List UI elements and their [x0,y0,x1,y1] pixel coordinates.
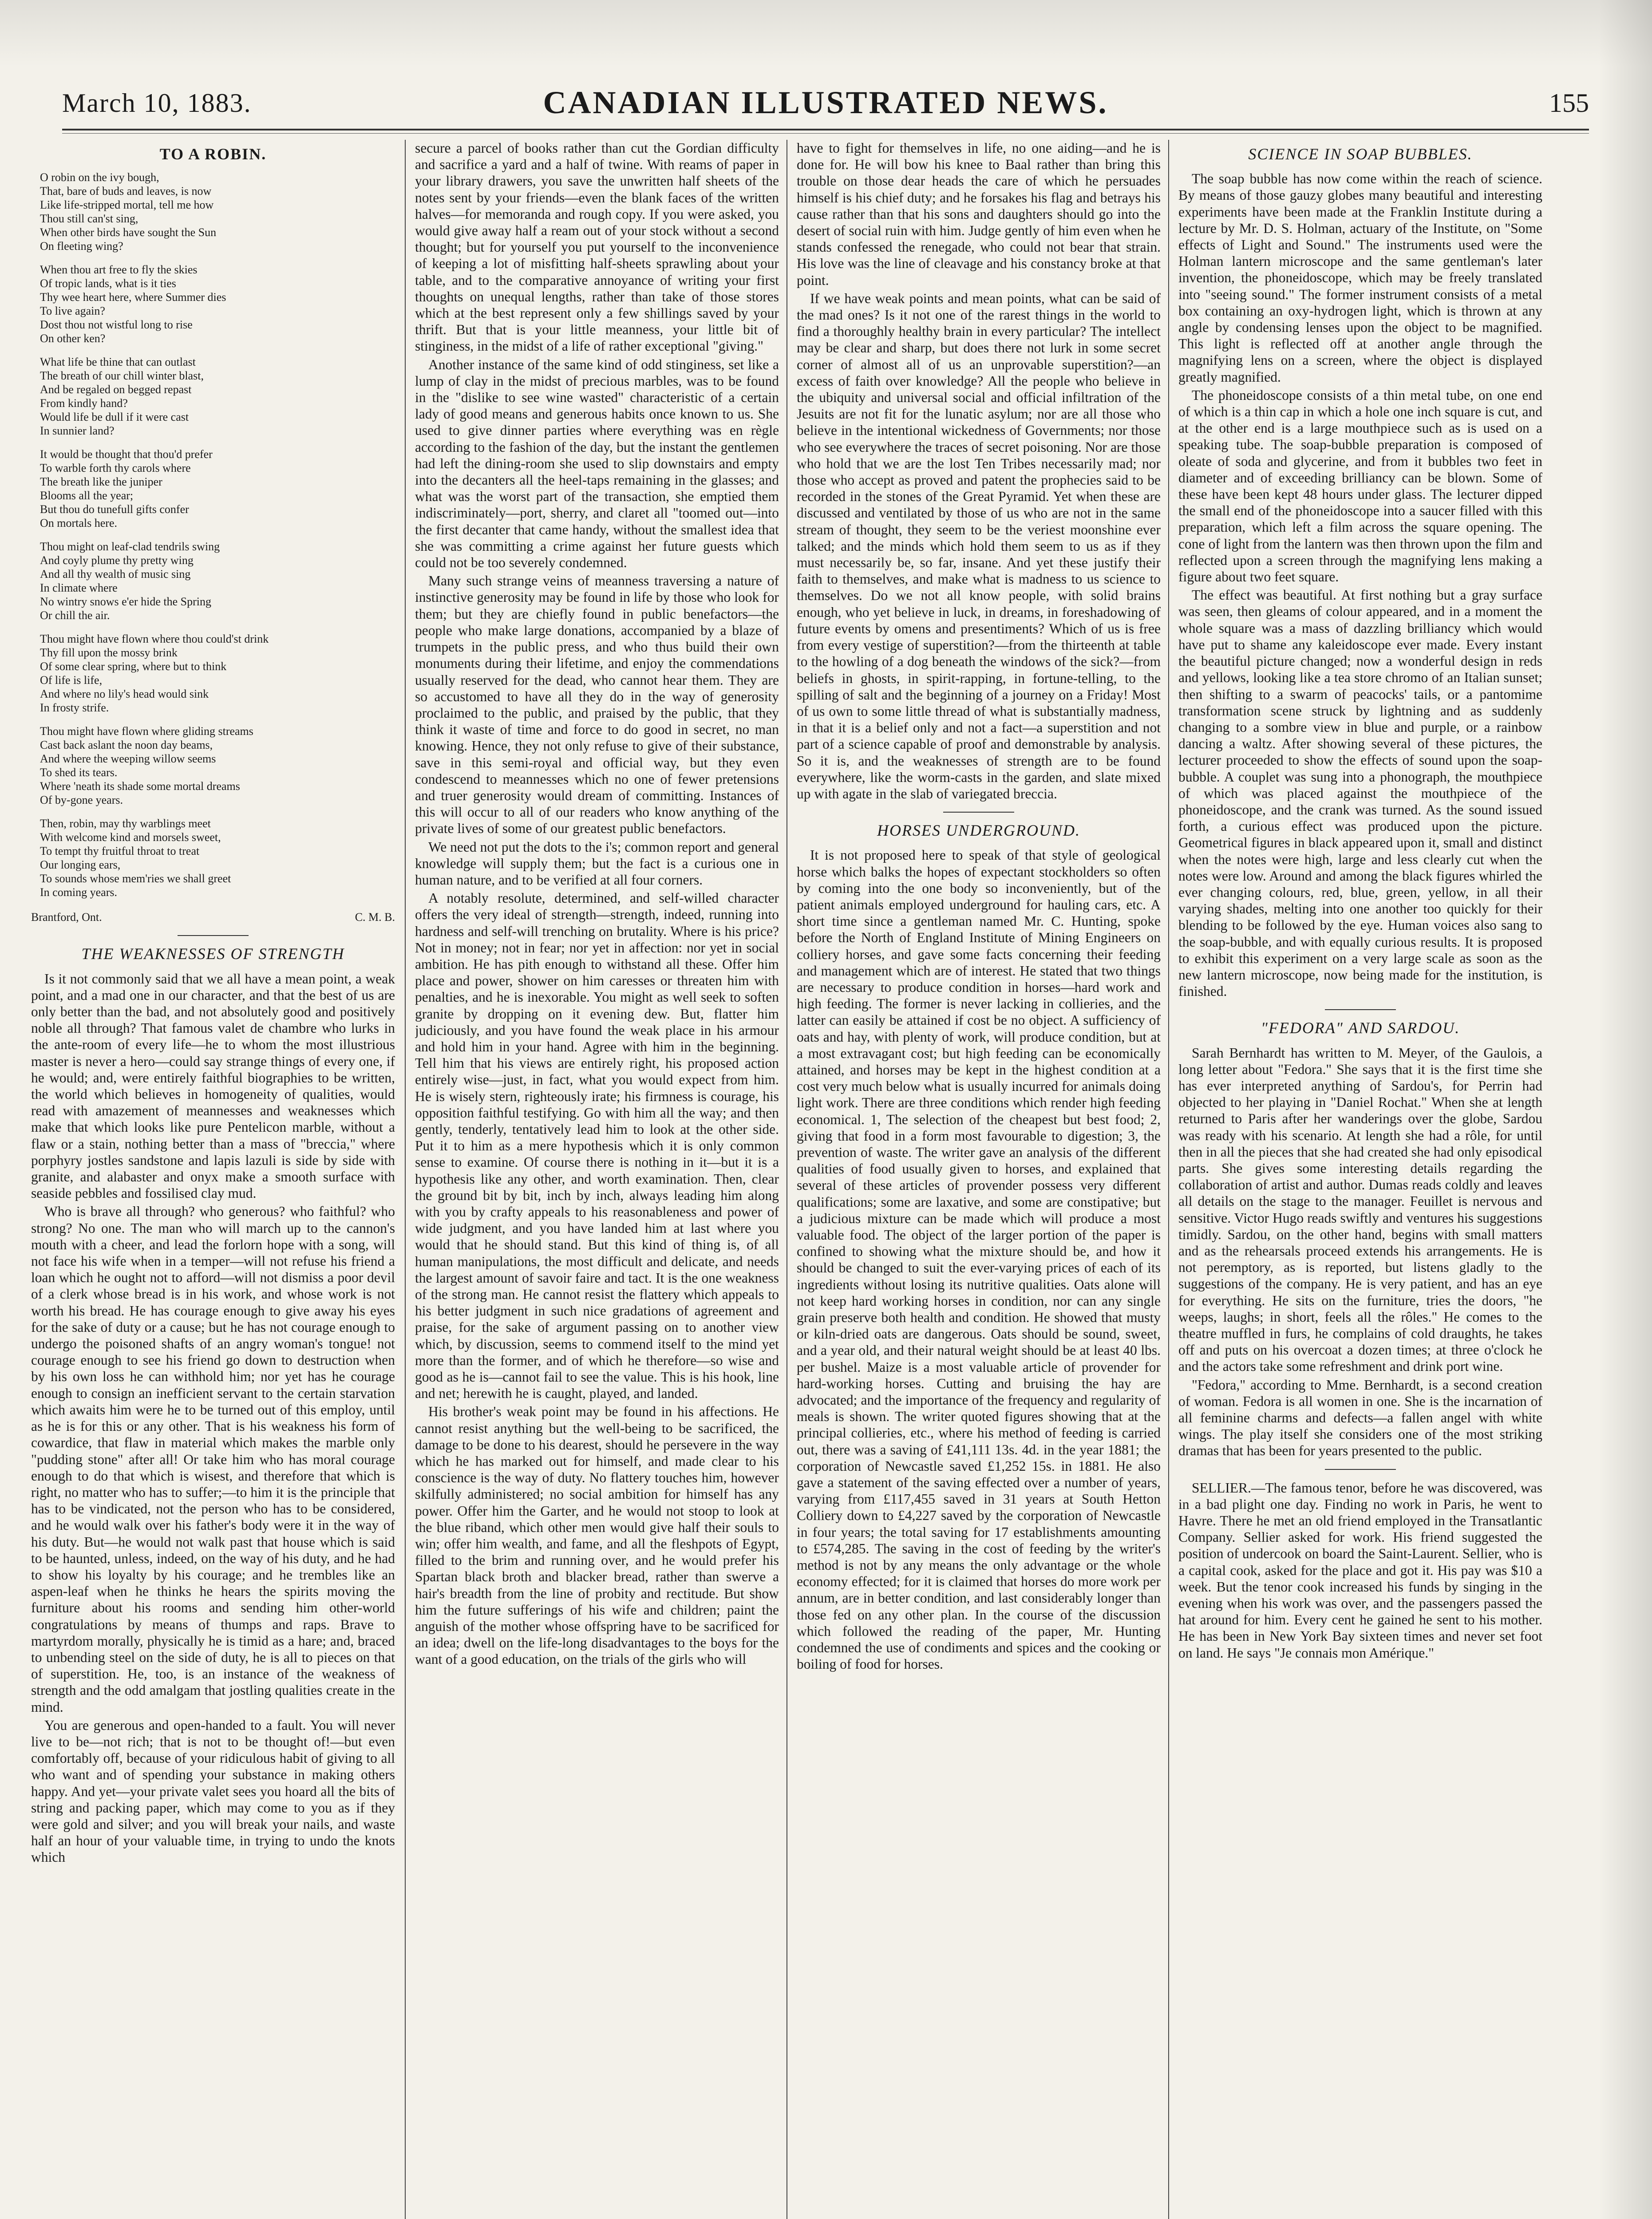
article-paragraph: The effect was beautiful. At first nothing but a gray surface was seen, then gleams of colour appeared, and in a moment the whole square was a mass of dazzling brilliancy which would have put to shame any kaleidoscope ever made. Every instant the beautiful picture changed; now a wonderful design in reds and yellows, looking like a tea store chromo of an Italian sunset; then shifting to a swarm of peacocks' tails, or a pantomime transformation scene struck by lightning and as suddenly changing to a sombre view in blue and purple, or a rainbow dancing a waltz. After showing several of these pictures, the lecturer proceeded to show the effects of sound upon the soap-bubble. A couplet was sung into a phonograph, the mouthpiece of which was placed against the mouthpiece of the phoneidoscope, and the crank was turned. As the sound issued forth, a curious effect was produced upon the picture. Geometrical figures in black appeared upon it, small and distinct when the notes were high, large and less clearly cut when the notes were low. Around and among the black figures whirled the ever changing colours, red, blue, green, yellow, in all their varying shades, melting into one another too quickly for their blending to be followed by the eye. Human voices also sang to the soap-bubble, and with equally curious results. It is proposed to exhibit this experiment on a very large scale as soon as the new lantern microscope, now being made for the institution, is finished. [1178,587,1542,999]
poem-stanza: When thou art free to fly the skies Of tropic lands, what is it ties Thy wee heart here, where Summer dies To live again? Dost thou not wistful long to rise On other ken? [40,263,226,345]
section-rule [1325,1469,1396,1470]
poem-stanza: O robin on the ivy bough, That, bare of buds and leaves, is now Like life-stripped mortal, tell me how Thou still can'st sing, When other birds have sought the Sun On fleeting wing? [40,171,217,253]
poem-stanza: Thou might have flown where thou could'st drink Thy fill upon the mossy brink Of some clear spring, where but to think Of life is life, And where no lily's head would sink In frosty strife. [40,632,269,715]
article-paragraph: "Fedora," according to Mme. Bernhardt, is a second creation of woman. Fedora is all women in one. She is the incarnation of all feminine charms and defects—a fallen angel with white wings. The play itself she considers one of the most striking dramas that has been for years presented to the public. [1178,1377,1542,1459]
article-paragraph: If we have weak points and mean points, what can be said of the mad ones? Is it not one of the rarest things in the world to find a thoroughly healthy brain in every particular? The intellect may be clear and sharp, but does there not lurk in some secret corner of almost all of us an unprovable superstition?—an excess of faith over knowledge? All the people who believe in the ubiquity and universal social and official infiltration of the Jesuits are not fit for the lunatic asylum; nor are all those who believe in the intentional wickedness of Governments; nor those who see everywhere the traces of secret poisoning. Nor are those who hold that we are the lost Ten Tribes necessarily mad; nor those who accept as proved and patent the prophecies said to be recorded in the stones of the Great Pyramid. Yet when these are discussed and ventilated by those of us who are not in the same stream of thought, they seem to be the veriest moonshine ever talked; and the minds which hold them seem to us as if they must necessarily be, so far, insane. And yet these justify their faith to themselves, and make what is madness to us science to themselves. Do we not all know people, with solid brains enough, who yet believe in luck, in dreams, in foreshadowing of future events by omens and presentiments? Which of us is free from every vestige of superstition?—from the thirteenth at table to the howling of a dog beneath the windows of the sick?—from beliefs in ghosts, in spirit-rapping, in fortune-telling, to the spilling of salt and the beginning of a journey on a Friday! Most of us own to some little thread of what is substantially madness, in that it is a belief only and not a fact—a superstition and not part of a science capable of proof and demonstrable by analysis. So it is, and the weaknesses of strength are to be found everywhere, like the worm-casts in the garden, and slate mixed up with agate in the slab of variegated breccia. [797,290,1161,802]
section-rule [178,935,249,936]
poem-stanza: Then, robin, may thy warblings meet With welcome kind and morsels sweet, To tempt thy fruitful throat to treat Our longing ears, To sounds whose mem'ries we shall greet In coming years. [40,817,231,899]
article-title: "FEDORA" AND SARDOU. [1261,1019,1460,1037]
article-paragraph: SELLIER.—The famous tenor, before he was discovered, was in a bad plight one day. Finding no work in Paris, he went to Havre. There he met an old friend employed in the Transatlantic Company. Sellier asked for work. His friend suggested the position of undercook on board the Saint-Laurent. Sellier, who is a capital cook, asked for the place and got it. His pay was $10 a week. But the tenor cook increased his funds by singing in the evening when his work was over, and the passengers passed the hat around for him. Every cent he gained he sent to his mother. He has been in New York Bay sixteen times and never set foot on land. He says "Je connais mon Amérique." [1178,1480,1542,1661]
article-paragraph: The soap bubble has now come within the reach of science. By means of those gauzy globes many beautiful and interesting experiments have been made at the Franklin Institute during a lecture by Mr. D. S. Holman, actuary of the Institute, on "Some effects of Light and Sound." The instruments used were the Holman lantern microscope and the same gentleman's later invention, the phoneidoscope, which may be freely translated into "seeing sound." The former instrument consists of a metal box containing an oxy-hydrogen light, which is thrown at any angle by condensing lenses upon the object to be magnified. This light is reflected off at another angle through the magnifying lens on a screen, where the object is displayed greatly magnified. [1178,171,1542,385]
signature-initials: C. M. B. [355,911,395,924]
masthead-rule-thin [62,133,1589,134]
article-paragraph: It is not proposed here to speak of that style of geological horse which balks the hopes of expectant stockholders so often by coming into the one body so inconveniently, but of the patient animals employed underground for hauling cars, etc. A short time since a gentleman named Mr. C. Hunting, spoke before the North of England Institute of Mining Engineers on colliery horses, and gave some facts concerning their feeding and management which are of interest. He stated that two things are necessary to produce condition in horses—hard work and high feeding. The former is never lacking in collieries, and the latter can easily be attained if cost be no object. A sufficiency of oats and hay, with plenty of work, will produce condition, but at a most extravagant cost; but high feeding can be economically attained, and horses may be kept in the highest condition at a cost very much below what is usually incurred for animals doing light work. There are three conditions which render high feeding economical. 1, The selection of the cheapest but best food; 2, giving that food in a form most favourable to digestion; 3, the prevention of waste. The writer gave an analysis of the different qualities of food usually given to horses, and explained that several of these articles of provender possess very different qualifications; some are laxative, and some are constipative; but a judicious mixture can be made which will produce a most valuable food. The object of the larger portion of the paper is confined to showing what the mixture should be, and how it should be changed to suit the ever-varying prices of each of its ingredients without losing its nutritive qualities. Oats alone will not keep hard working horses in condition, nor can any single grain preserve both health and condition. He showed that musty or kiln-dried oats are dangerous. Oats should be sound, sweet, and a year old, and their natural weight should be at least 40 lbs. per bushel. Maize is a most valuable article of provender for hard-working horses. Cutting and bruising the hay are advocated; and the importance of the frequency and regularity of meals is shown. The writer quoted figures showing that at the principal collieries, etc., where his method of feeding is carried out, there was a saving of £41,111 13s. 4d. in the year 1881; the corporation of Newcastle saved £1,252 15s. in 1881. He also gave a statement of the saving effected over a number of years, varying from £117,455 saved in 31 years at South Hetton Colliery down to £4,227 saved by the corporation of Newcastle in four years; the total saving for 17 establishments amounting to £574,285. The saving in the cost of feeding by the writer's method is not by any means the only advantage or the whole economy effected; for it is claimed that horses do more work per annum, are in better condition, and last considerably longer than those fed on any other plan. In the course of the discussion which followed the reading of the paper, Mr. Hunting condemned the use of condiments and spices and the cooking or boiling of food for horses. [797,847,1161,1672]
column-divider [1168,140,1169,2219]
poem-stanza: What life be thine that can outlast The breath of our chill winter blast, And be regaled on begged repast From kindly hand? Would life be dull if it were cast In sunnier land? [40,355,204,438]
article-paragraph: Sarah Bernhardt has written to M. Meyer, of the Gaulois, a long letter about "Fedora." She says that it is the first time she has ever interpreted anything of Sardou's, for Perrin had objected to her playing in "Daniel Rochat." When she at length returned to Paris after her wanderings over the globe, Sardou was ready with his scenario. At length she had a rôle, for until then in all the pieces that she had created she had only episodical parts. She gives some interesting details regarding the collaboration of artist and author. Dumas reads coldly and leaves all details on the stage to the manager. Feuillet is nervous and sensitive. Victor Hugo reads swiftly and ventures his suggestions timidly. Sardou, on the other hand, begins with small matters and as the rehearsals proceed extends his arrangements. He is not peremptory, as is reported, but listens gladly to the suggestions of the company. He is very patient, and has an eye for everything. He sits on the furniture, tries the doors, "he weeps, laughs; in short, feels all the rôles." He comes to the theatre muffled in furs, he complains of cold draughts, he takes off and puts on his overcoat a dozen times; at three o'clock he and the actors take some refreshment and drink port wine. [1178,1045,1542,1374]
article-paragraph: The phoneidoscope consists of a thin metal tube, on one end of which is a thin cap in which a hole one inch square is cut, and at the other end is a large mouthpiece such as is used on a speaking tube. The soap-bubble preparation is composed of oleate of soda and glycerine, and from it bubbles two feet in diameter and of exceeding brilliancy can be blown. Some of these have been kept 48 hours under glass. The lecturer dipped the small end of the phoneidoscope into a saucer filled with this preparation, which left a film across the square opening. The cone of light from the lantern was then thrown upon the film and reflected upon a screen through the magnifying lens making a figure about two feet square. [1178,387,1542,585]
poem-stanza: Thou might on leaf-clad tendrils swing And coyly plume thy pretty wing And all thy wealth of music sing In climate where No wintry snows e'er hide the Spring Or chill the air. [40,540,220,622]
article-paragraph: We need not put the dots to the i's; common report and general knowledge will supply them; but the fact is a curious one in human nature, and to be verified at all four corners. [415,839,779,888]
masthead-date: March 10, 1883. [62,88,252,118]
column-divider [405,140,406,2219]
article-paragraph: Is it not commonly said that we all have a mean point, a weak point, and a mad one in our character, and that the best of us are only better than the bad, and not absolutely good and positively noble all through? That famous valet de chambre who lurks in the ante-room of every life—he to whom the most illustrious master is never a hero—could say strange things of every one, if he would; and, were entirely faithful biographies to be written, the world which believes in homogeneity of qualities, would read with amazement of meannesses and weaknesses which make that which looks like pure Pentelicon marble, without a flaw or a stain, nothing better than a mass of "breccia," where porphyry jostles sandstone and lapis lazuli is side by side with granite, and alabaster and onyx make a smooth surface with seaside pebbles and fossilised clay mud. [31,971,395,1201]
page-number: 155 [1549,88,1589,118]
masthead [62,80,1589,129]
section-rule [943,812,1014,813]
article-paragraph: secure a parcel of books rather than cut the Gordian difficulty and sacrifice a yard and a half of twine. With reams of paper in your library drawers, you save the unwritten half sheets of the notes sent by your friends—even the blank faces of the written halves—for memoranda and rough copy. If you were asked, you would give away half a ream out of your stock without a second thought; but for yourself you put yourself to the inconvenience of keeping a lot of misfitting half-sheets sprawling about your table, and to the comparative annoyance of writing your first thoughts on unequal lengths, rather than take of those stores which at the best represent only a few shillings saved by your thrift. But that is your little meanness, your little bit of stinginess, in the midst of a life of rather exceptional "giving." [415,140,779,354]
article-title: SCIENCE IN SOAP BUBBLES. [1248,145,1473,163]
poem-signature [31,909,395,925]
article-paragraph: His brother's weak point may be found in his affections. He cannot resist anything but the well-being to be sacrificed, the damage to be done to his dearest, should he persevere in the way which he has marked out for himself, and made clear to his conscience is the way of duty. No flattery touches him, however skilfully administered; no social ambition for himself has any power. Offer him the Garter, and he would not stoop to look at the blue riband, which other men would give half their souls to win; offer him wealth, and fame, and all the fleshpots of Egypt, filled to the brim and running over, and he would prefer his Spartan black broth and blacker bread, rather than swerve a hair's breadth from the line of probity and rectitude. But show him the future sufferings of his wife and children; paint the anguish of the mother whose offspring have to be sacrificed for an idea; dwell on the life-long disadvantages to the boys for the want of a good education, on the trials of the girls who will [415,1404,779,1667]
column-divider [786,140,787,2219]
article-title: HORSES UNDERGROUND. [877,821,1080,840]
poem-title: TO A ROBIN. [159,145,267,163]
poem-stanza: Thou might have flown where gliding streams Cast back aslant the noon day beams, And where the weeping willow seems To shed its tears. Where 'neath its shade some mortal dreams Of by-gone years. [40,725,253,807]
masthead-rule [62,129,1589,130]
column-1 [31,140,395,2219]
signature-place: Brantford, Ont. [31,911,102,924]
section-rule [1325,1009,1396,1010]
paper-stain-right [1599,0,1652,2219]
article-paragraph: Many such strange veins of meanness traversing a nature of instinctive generosity may be found in life by those who look for them; but they are chiefly found in public benefactors—the people who make large donations, accompanied by a blaze of trumpets in the public press, and who thus build their own monuments during their lifetime, and enjoy the commendations usually reserved for the dead, who cannot hear them. They are so accustomed to have all they do in the way of generosity proclaimed to the public, and praised by the public, that they think it waste of time and force to do good in secret, no man knowing. Hence, they not only refuse to give of their substance, save in this semi-royal and official way, but they even condescend to meannesses which no one of fewer pretensions and truer generosity would dream of committing. Instances of this will occur to all of our readers who know anything of the private lives of some of our greatest public benefactors. [415,573,779,837]
paper-stain-top [0,0,1652,67]
article-paragraph: have to fight for themselves in life, no one aiding—and he is done for. He will bow his knee to Baal rather than bring this trouble on those dear heads the care of which he persuades himself is his chief duty; and he forsakes his flag and betrays his cause rather than that his sons and daughters should go into the desert of social ruin with him. Judge gently of him even when he stands confessed the renegade, who could not bear that strain. His love was the line of cleavage and his constancy broke at that point. [797,140,1161,288]
article-paragraph: A notably resolute, determined, and self-willed character offers the very ideal of strength—strength, indeed, running into hardness and self-will trenching on brutality. Where is his price? Not in money; not in fear; nor yet in affection: nor yet in social ambition. He has pith enough to withstand all these. Offer him place and power, shower on him caresses or threaten him with penalties, and he is inexorable. You might as well seek to soften granite by dropping on it evening dew. But, flatter him judiciously, and you have found the weak place in his armour and hold him in your hand. Agree with him in the beginning. Tell him that his views are entirely right, his proposed action entirely wise—just, in fact, what you would expect from him. He is wisely stern, righteously irate; his firmness is courage, his opposition faithful testifying. Go with him all the way; and then gently, tenderly, tentatively lead him to look at the other side. Put it to him as a mere hypothesis which it is only common sense to examine. Of course there is nothing in it—but it is a hypothesis like any other, and worth examination. Then, clear the ground bit by bit, inch by inch, always leading him along with you by crafty appeals to his reasonableness and power of wide judgment, and you have landed him at last where you would that he should stand. But this kind of thing is, of all human manipulations, the most difficult and delicate, and needs the largest amount of savoir faire and tact. It is the one weakness of the strong man. He cannot resist the flattery which appeals to his better judgment in such nice gradations of agreement and praise, for the sake of argument passing on to another view which, by discussion, seems to commend itself to the mind yet more than the former, and of which he therefore—so wise and good as he is—cannot fail to see the value. This is his hook, line and net; herewith he is caught, played, and landed. [415,890,779,1402]
article-paragraph: Who is brave all through? who generous? who faithful? who strong? No one. The man who will march up to the cannon's mouth with a cheer, and lead the forlorn hope with a song, will not face his wife when in a temper—will not refuse his friend a loan which he ought not to afford—will not dismiss a poor devil of a clerk whose bread is in his work, and whose work is not worth his bread. He has courage enough to give away his eyes for the sake of duty or a cause; but he has not courage enough to undergo the poisoned shafts of an angry woman's tongue! not courage enough to see his friend go down to destruction when by his own loss he can withhold him; nor yet has he courage enough to consign an inefficient servant to the certain starvation which awaits him were he to be turned out of this employ, until as he is for this or any other. That is his weakness his form of cowardice, that flaw in material which makes the marble only "pudding stone" after all! Or take him who has moral courage enough to do that which is wisest, and therefore that which is right, no matter who has to suffer;—to him it is the principle that has to be vindicated, not the person who has to be considered, and he would walk over his father's body were it in the way of his duty. But—he would not walk past that house which is said to be haunted, unless, indeed, on the way of his duty, and he had to show his loyalty by his courage; and he trembles like an aspen-leaf when he thinks he hears the spirits moving the furniture about his rooms and sending him other-world congratulations by means of thumps and raps. Brave to martyrdom morally, physically he is timid as a hare; and, braced to unbending steel on the side of duty, he is all to pieces on that of superstition. He, too, is an instance of the weakness of strength and the odd amalgam that jostling qualities create in the mind. [31,1204,395,1715]
poem-stanza: It would be thought that thou'd prefer To warble forth thy carols where The breath like the juniper Blooms all the year; But thou do tunefull gifts confer On mortals here. [40,448,213,530]
masthead-title: CANADIAN ILLUSTRATED NEWS. [543,85,1108,120]
article-title: THE WEAKNESSES OF STRENGTH [81,945,345,963]
article-paragraph: Another instance of the same kind of odd stinginess, set like a lump of clay in the midst of precious marbles, was to be found in the "dislike to see wine wasted" characteristic of a certain lady of good means and generous habits once known to us. She used to give dinner parties where everything was en règle according to the fashion of the day, but the instant the gentlemen had left the dining-room she used to slip downstairs and empty into the decanters all the heel-taps remaining in the glasses; and what was the worst part of the transaction, she emptied them indiscriminately—port, sherry, and claret all "toomed out—into the first decanter that came handy, without the smallest idea that she was committing a crime against her future guests which could not be too severely condemned. [415,356,779,571]
article-paragraph: You are generous and open-handed to a fault. You will never live to be—not rich; that is not to be thought of!—but even comfortably off, because of your ridiculous habit of giving to all who want and of spending your substance in making others happy. And yet—your private valet sees you hoard all the bits of string and packing paper, which may come to you as if they were gold and silver; and you will break your nails, and waste half an hour of your valuable time, in trying to undo the knots which [31,1717,395,1865]
column-2 [415,140,779,2219]
column-3 [797,140,1161,2219]
column-4 [1178,140,1542,2219]
